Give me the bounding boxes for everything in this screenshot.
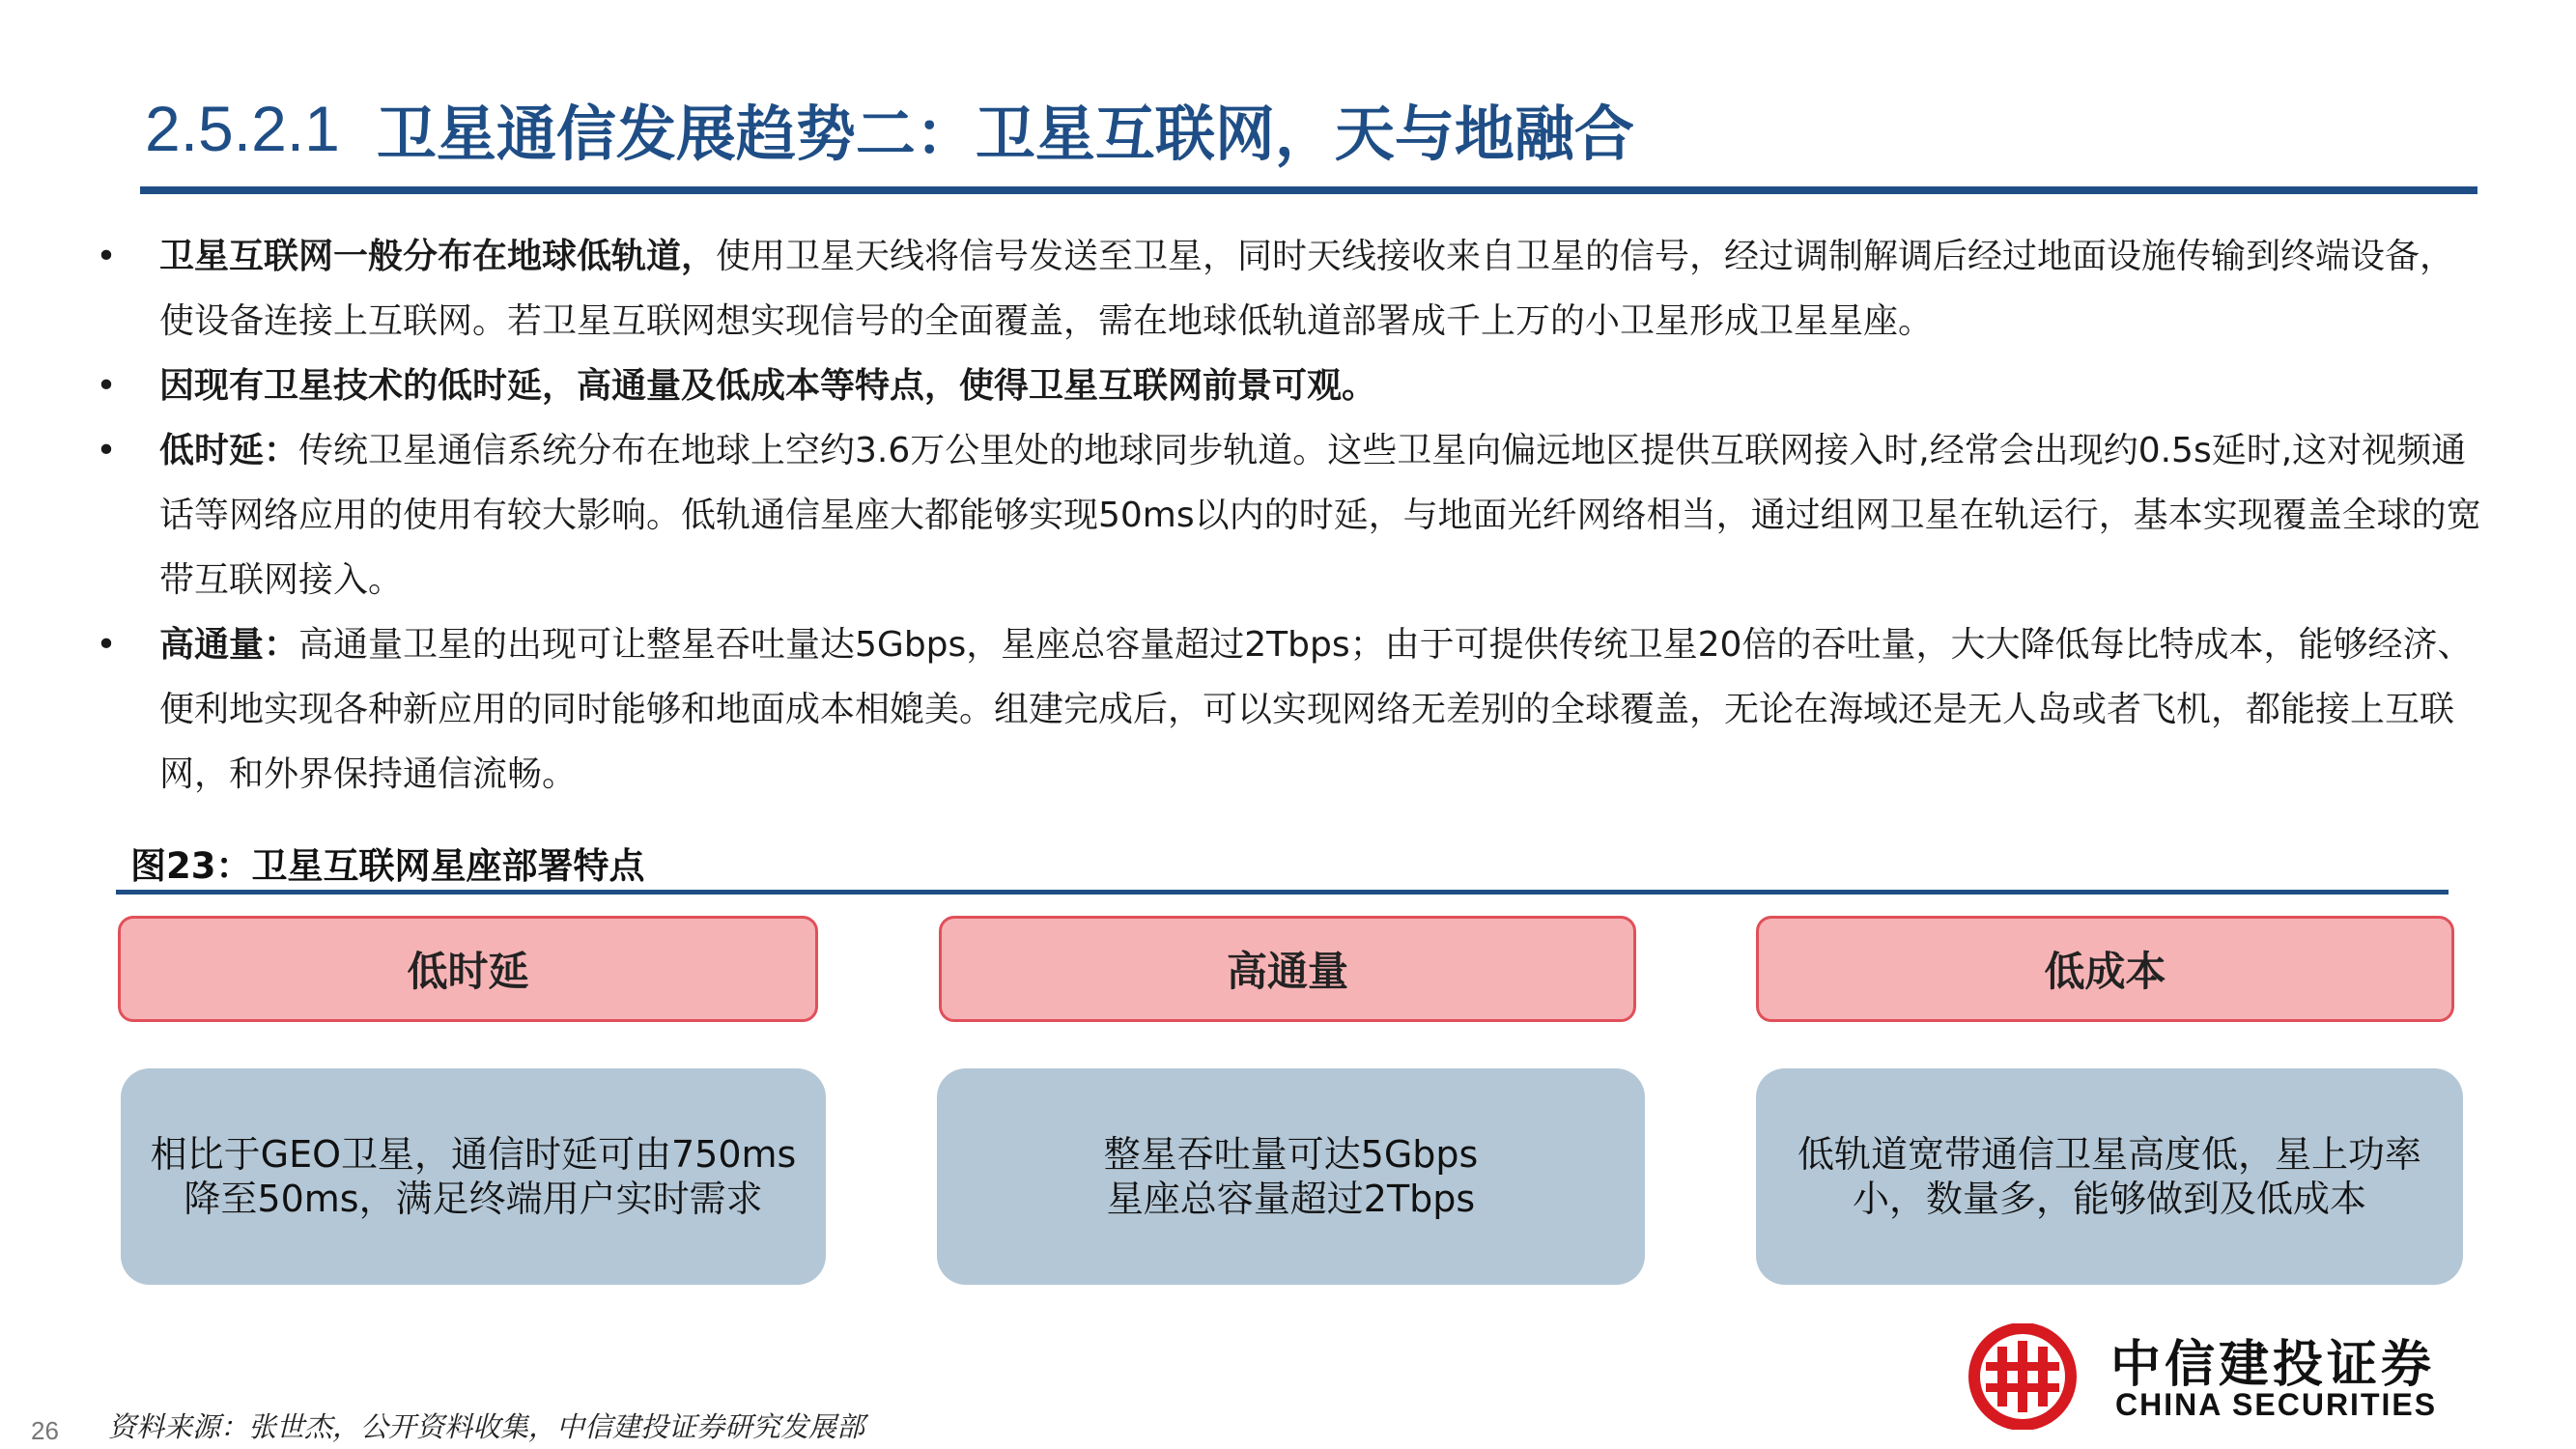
bullet-bold: 因现有卫星技术的低时延，高通量及低成本等特点，使得卫星互联网前景可观。 — [159, 366, 1377, 406]
figure-divider — [116, 890, 2449, 895]
feature-desc-high-throughput — [937, 1068, 1645, 1285]
desc-line: 降至50ms，满足终端用户实时需求 — [184, 1178, 763, 1220]
bullet-item — [92, 224, 2487, 354]
source-note: 资料来源：张世杰，公开资料收集，中信建投证券研究发展部 — [108, 1410, 865, 1443]
bullet-item — [92, 418, 2487, 612]
section-title: 卫星通信发展趋势二：卫星互联网，天与地融合 — [376, 98, 1634, 169]
bullet-text: 使用卫星天线将信号发送至卫星，同时天线接收来自卫星的信号，经过调制解调后经过地面设施传输到终端设备，使设备连接上互联网。若卫星互联网想实现信号的全面覆盖，需在地球低轨道部署成千上万的小卫星形成卫星星座。 — [159, 237, 2455, 341]
bullet-dot-icon: • — [96, 366, 117, 406]
bullet-text: 高通量卫星的出现可让整星吞吐量达5Gbps，星座总容量超过2Tbps；由于可提供传统卫星20倍的吞吐量，大大降低每比特成本，能够经济、便利地实现各种新应用的同时能够和地面成本相媲美。组建完成后，可以实现网络无差别的全球覆盖，无论在海域还是无人岛或者飞机，都能接上互联网，和外界保持通信流畅。 — [159, 625, 2473, 794]
page-title — [145, 85, 1634, 172]
bullet-bold: 高通量： — [159, 625, 299, 665]
feature-desc-low-latency — [121, 1068, 826, 1285]
bullet-item — [92, 354, 2487, 418]
bullet-dot-icon: • — [96, 237, 117, 276]
bullet-text: 传统卫星通信系统分布在地球上空约3.6万公里处的地球同步轨道。这些卫星向偏远地区提供互联网接入时,经常会出现约0.5s延时,这对视频通话等网络应用的使用有较大影响。低轨通信星座大都能够实现50ms以内的时延，与地面光纤网络相当，通过组网卫星在轨运行，基本实现覆盖全球的宽带互联网接入。 — [159, 431, 2481, 600]
desc-line: 小，数量多，能够做到及低成本 — [1852, 1178, 2366, 1220]
desc-line: 相比于GEO卫星，通信时延可由750ms — [150, 1133, 797, 1176]
feature-head-low-latency: 低时延 — [118, 916, 818, 1022]
title-divider — [140, 186, 2477, 194]
logo-text-cn: 中信建投证券 — [2110, 1336, 2436, 1394]
section-number: 2.5.2.1 — [145, 93, 340, 164]
feature-head-high-throughput: 高通量 — [939, 916, 1636, 1022]
bullet-bold: 低时延： — [159, 431, 299, 470]
figure-title: 图23：卫星互联网星座部署特点 — [130, 845, 645, 887]
company-logo — [1961, 1323, 2502, 1430]
bullet-bold: 卫星互联网一般分布在地球低轨道， — [159, 237, 717, 276]
feature-head-low-cost: 低成本 — [1756, 916, 2454, 1022]
bullet-dot-icon: • — [96, 625, 117, 665]
bullet-list — [92, 224, 2487, 807]
china-securities-emblem-icon — [1961, 1323, 2096, 1430]
desc-line: 低轨道宽带通信卫星高度低，星上功率 — [1797, 1133, 2421, 1176]
desc-line: 星座总容量超过2Tbps — [1106, 1178, 1476, 1220]
bullet-dot-icon: • — [96, 431, 117, 470]
page-number: 26 — [31, 1416, 59, 1445]
logo-text-en: CHINA SECURITIES — [2115, 1387, 2438, 1422]
bullet-item — [92, 612, 2487, 807]
feature-desc-low-cost — [1756, 1068, 2463, 1285]
desc-line: 整星吞吐量可达5Gbps — [1103, 1133, 1479, 1176]
